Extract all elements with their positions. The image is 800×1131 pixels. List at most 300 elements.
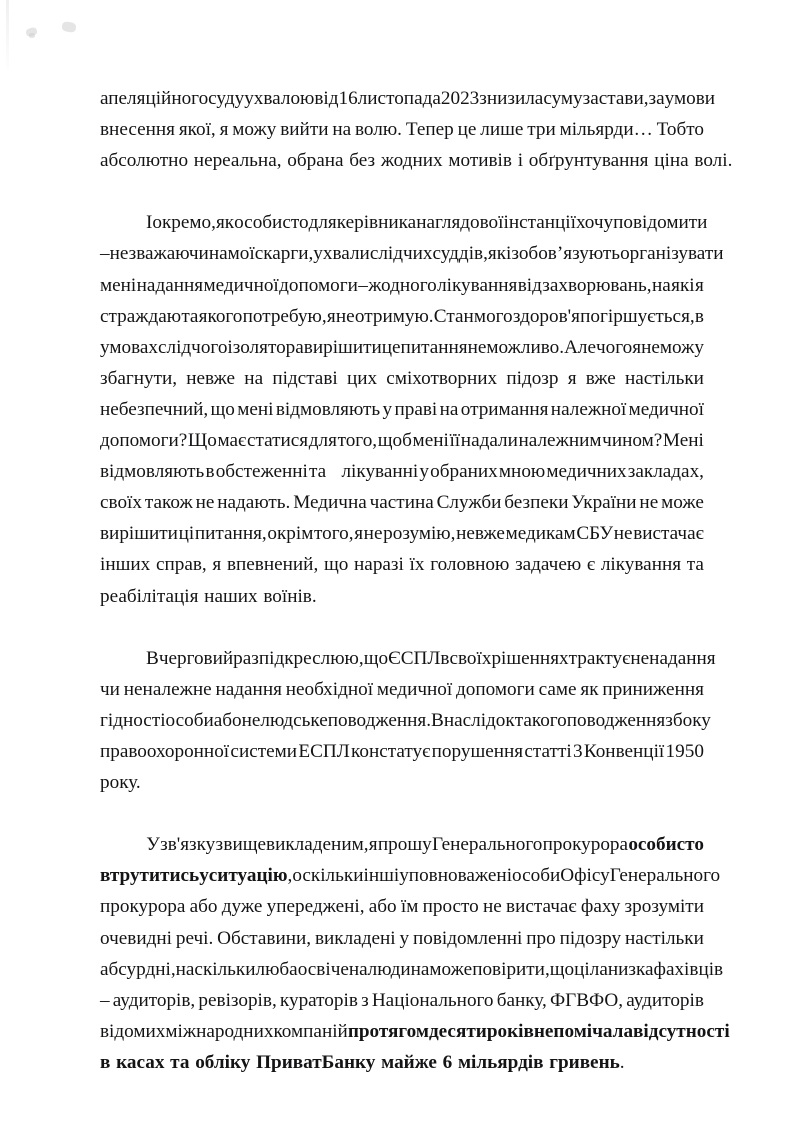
word: року. <box>100 772 141 794</box>
word: впевнений, <box>226 554 319 576</box>
word: інших <box>100 554 151 576</box>
word: обліку <box>195 1051 251 1073</box>
text-line <box>100 709 711 741</box>
text-line <box>100 958 724 990</box>
word: жодних <box>380 150 443 172</box>
word: якої, <box>178 119 216 141</box>
word: надають. <box>217 492 291 514</box>
word: слідчих <box>369 243 433 265</box>
word: для <box>308 212 337 234</box>
word: у <box>399 927 410 949</box>
word: медикам <box>505 523 576 545</box>
word: ціна <box>654 150 689 172</box>
word: збагнути, <box>100 367 178 389</box>
word: чином? <box>602 430 663 452</box>
word: суддів, <box>432 243 488 265</box>
text-line <box>100 1052 704 1083</box>
word: в <box>205 461 215 483</box>
word: листопада <box>357 88 441 109</box>
word: – <box>100 243 110 265</box>
word: років <box>486 1020 534 1042</box>
word: В <box>146 647 159 669</box>
word: окремо, <box>152 212 216 234</box>
word: порушення <box>431 740 524 762</box>
text-line <box>100 461 704 492</box>
word: їм <box>400 896 419 918</box>
word: аудиторів <box>626 989 704 1011</box>
word: раз <box>233 647 259 669</box>
word: боку <box>672 709 711 731</box>
word: які <box>487 243 512 265</box>
word: на <box>439 398 459 420</box>
word: я <box>695 274 704 296</box>
paragraph-gap <box>100 803 704 834</box>
word-bold-part: ситуацію <box>208 865 288 887</box>
word: ЕСПЛ <box>298 740 350 762</box>
word: її <box>449 430 461 452</box>
word: з <box>215 834 224 856</box>
word: лікування <box>600 554 682 576</box>
word: хочу <box>575 212 614 234</box>
word: неналежне <box>123 678 212 700</box>
text-line <box>100 647 716 679</box>
word: чи <box>100 678 120 700</box>
word: наглядової <box>416 212 504 234</box>
word: Обставини, <box>217 927 312 949</box>
word: вистачає <box>633 523 704 545</box>
word: ПриватБанку <box>256 1051 376 1073</box>
word: приниження <box>602 678 704 700</box>
word: уповноважені <box>399 865 513 887</box>
word: Служби <box>436 492 502 514</box>
word: закладах, <box>627 461 704 483</box>
word: лише <box>480 119 524 141</box>
word: – <box>100 989 110 1011</box>
word: питання <box>400 336 468 358</box>
word: не <box>363 523 383 545</box>
scan-edge-artifact <box>6 0 9 70</box>
word: праві <box>394 398 438 420</box>
word: 2023 <box>440 88 480 109</box>
word: мною <box>498 461 546 483</box>
text-line <box>100 212 708 243</box>
word: допомоги <box>279 274 358 296</box>
word: ФГВФО, <box>549 989 624 1011</box>
word: на <box>651 274 671 296</box>
word: сміхотворних <box>386 367 498 389</box>
word: банку, <box>496 989 547 1011</box>
word: і <box>517 150 524 172</box>
word: того, <box>337 430 378 452</box>
paragraph-gap <box>100 617 704 648</box>
word: від <box>314 88 339 109</box>
word: трактує <box>568 647 631 669</box>
word: рішеннях <box>491 647 569 669</box>
word: вистачає <box>506 896 577 918</box>
text-line <box>100 1020 730 1052</box>
word: страждаю <box>100 305 182 327</box>
word: наскільки <box>175 958 256 980</box>
word: у <box>199 865 209 887</box>
text-line <box>100 865 721 896</box>
word: це <box>457 119 477 141</box>
word: прокурора <box>100 896 186 918</box>
word: статися <box>246 430 309 452</box>
word: отримання <box>460 398 549 420</box>
word: Медична <box>293 492 367 514</box>
word: саме <box>538 678 577 700</box>
word: втрутитись <box>100 865 200 887</box>
word: чого <box>596 336 633 358</box>
word: може <box>429 958 473 980</box>
word: наразі <box>354 554 404 576</box>
word: вийти <box>280 119 329 141</box>
word: на <box>244 367 264 389</box>
word: застави, <box>582 88 649 109</box>
word: захворювань, <box>542 274 652 296</box>
word: я <box>368 834 378 856</box>
word: я <box>354 523 364 545</box>
word: настільки <box>625 367 704 389</box>
text-line <box>100 928 704 959</box>
word: Офісу <box>560 865 610 887</box>
word: знизила <box>479 88 544 109</box>
word: просто <box>422 896 479 918</box>
word: які <box>671 274 695 296</box>
word: люба <box>255 958 298 980</box>
word: поводження. <box>327 709 432 731</box>
word: невже <box>456 523 505 545</box>
word: упереджені, <box>266 896 365 918</box>
word: без <box>349 150 376 172</box>
word: медичної <box>628 398 704 420</box>
word: є <box>586 554 596 576</box>
word: не <box>335 305 355 327</box>
word: можу <box>659 336 704 358</box>
word: прошу <box>377 834 432 856</box>
word: України <box>571 492 637 514</box>
word: неможливо. <box>467 336 565 358</box>
word: в <box>694 305 704 327</box>
word: реабілітація <box>100 585 199 607</box>
word: Мені <box>662 430 704 452</box>
text-line <box>100 896 704 927</box>
word: щоб <box>377 430 412 452</box>
word: 6 <box>442 1051 453 1073</box>
word: Тобто <box>656 119 704 141</box>
word: відмовляють <box>100 461 205 483</box>
word: задачею <box>515 554 582 576</box>
word: про <box>526 927 556 949</box>
word: та <box>309 461 327 483</box>
word: обраних <box>430 461 498 483</box>
word: не <box>483 896 502 918</box>
word: повірити, <box>472 958 550 980</box>
word: обстеженні <box>215 461 308 483</box>
word: статті <box>524 740 572 762</box>
word: повідомити <box>613 212 708 234</box>
word: касах <box>116 1051 165 1073</box>
word: головною <box>430 554 510 576</box>
text-line <box>100 741 704 772</box>
word: Тепер <box>405 119 454 141</box>
word: абсолютно <box>100 150 189 172</box>
word: мотивів <box>448 150 512 172</box>
word: здоров'я <box>512 305 580 327</box>
word: окрім <box>267 523 314 545</box>
word: ЄСПЛ <box>388 647 441 669</box>
text-line <box>100 772 704 803</box>
word: на <box>332 119 352 141</box>
word: людина <box>367 958 430 980</box>
word: вирішити <box>303 336 382 358</box>
word: лікування <box>437 274 518 296</box>
word: медичної <box>203 274 279 296</box>
word: мені <box>237 398 274 420</box>
word: необхідної <box>285 678 374 700</box>
document-body-text <box>100 88 733 1083</box>
word: констатує <box>351 740 431 762</box>
word: волі. <box>694 150 733 172</box>
text-line <box>100 990 704 1021</box>
word: не <box>613 523 633 545</box>
word: ситуацію, <box>208 865 293 887</box>
word: що <box>323 554 349 576</box>
word: відомих <box>100 1020 166 1042</box>
word: я <box>219 119 229 141</box>
word: не <box>533 1020 554 1042</box>
word: підозр <box>506 367 559 389</box>
word: надання <box>215 678 282 700</box>
word-bold-part: гривень <box>549 1051 620 1073</box>
word: майже <box>381 1051 437 1073</box>
word: особисто <box>628 834 704 856</box>
word: ненадання <box>630 647 716 669</box>
word: в <box>100 1051 111 1073</box>
word: цих <box>346 367 378 389</box>
word: воїнів. <box>263 585 317 607</box>
word: підозру <box>559 927 622 949</box>
word: міжнародних <box>165 1020 274 1042</box>
word: 16 <box>338 88 358 109</box>
word: організувати <box>620 243 724 265</box>
word: як <box>580 678 599 700</box>
word: У <box>146 834 160 856</box>
word: внесення <box>100 119 175 141</box>
word: та <box>181 305 199 327</box>
word: якого <box>198 305 243 327</box>
word: 3 <box>572 740 583 762</box>
word: абсурдні, <box>100 958 176 980</box>
word: І <box>146 212 153 234</box>
word: допомоги? <box>100 430 188 452</box>
text-line <box>100 679 704 710</box>
word: гривень. <box>549 1051 625 1073</box>
word: я <box>567 367 577 389</box>
word: зобов’язують <box>511 243 621 265</box>
text-line <box>100 430 704 461</box>
text-line <box>100 337 704 368</box>
word: розумію, <box>383 523 456 545</box>
word: правоохоронної <box>100 740 230 762</box>
word: допомоги <box>456 678 535 700</box>
word: або <box>213 709 242 731</box>
word: мені <box>100 274 137 296</box>
word: справ, <box>155 554 207 576</box>
word: незважаючи <box>109 243 209 265</box>
text-line <box>100 399 704 430</box>
word: інстанції <box>503 212 576 234</box>
word: настільки <box>624 927 704 949</box>
word: Стан <box>433 305 474 327</box>
word: та <box>170 1051 190 1073</box>
word: або <box>189 896 218 918</box>
word: надали <box>460 430 518 452</box>
word: очевидні <box>100 927 172 949</box>
word: аудиторів, <box>112 989 196 1011</box>
word: волю. <box>355 119 402 141</box>
word: отримую. <box>354 305 434 327</box>
word: інші <box>363 865 400 887</box>
word: ціла <box>574 958 608 980</box>
word: мого <box>473 305 513 327</box>
word: може <box>661 492 704 514</box>
word: для <box>308 430 337 452</box>
word: я <box>326 305 336 327</box>
word: компаній <box>273 1020 348 1042</box>
word: фахівців <box>653 958 724 980</box>
word: що <box>210 398 235 420</box>
word: з <box>361 989 369 1011</box>
word: керівника <box>336 212 417 234</box>
word: належної <box>550 398 627 420</box>
word: жодного <box>368 274 437 296</box>
text-line <box>100 492 704 523</box>
word: відмовляють <box>275 398 381 420</box>
word: дуже <box>221 896 263 918</box>
word: оскільки <box>292 865 364 887</box>
scan-speck-icon <box>29 33 35 38</box>
word: можу <box>232 119 277 141</box>
text-line <box>100 88 716 119</box>
word: того, <box>314 523 354 545</box>
word: зрозуміти <box>624 896 704 918</box>
word: протягом <box>347 1020 429 1042</box>
text-line <box>100 554 704 585</box>
word: у <box>419 461 429 483</box>
word: нереальна, <box>193 150 282 172</box>
word: Генерального <box>609 865 721 887</box>
word: що <box>549 958 575 980</box>
word: – <box>358 274 368 296</box>
text-line <box>100 586 704 617</box>
word: ізолятора <box>227 336 304 358</box>
word: системи <box>230 740 298 762</box>
word: обґрунтування <box>528 150 649 172</box>
word: має <box>217 430 247 452</box>
word: особи <box>165 709 214 731</box>
text-line <box>100 834 704 865</box>
word: Внаслідок <box>431 709 515 731</box>
word: не <box>195 492 215 514</box>
word: з <box>665 709 673 731</box>
word: надання <box>136 274 204 296</box>
word: особи <box>512 865 561 887</box>
scan-speck-icon <box>61 21 77 33</box>
word: потребую, <box>242 305 327 327</box>
word: помічала <box>553 1020 634 1042</box>
word: належним <box>518 430 602 452</box>
word: я <box>632 336 642 358</box>
word: мені <box>412 430 449 452</box>
text-line <box>100 368 704 399</box>
word: умови <box>664 88 716 109</box>
word: безпеки <box>504 492 569 514</box>
word: наших <box>204 585 258 607</box>
word: суду <box>208 88 245 109</box>
text-line <box>100 275 704 306</box>
word: я <box>212 554 222 576</box>
word: відсутності <box>633 1020 730 1042</box>
word: ухвали <box>313 243 370 265</box>
word: фаху <box>580 896 621 918</box>
word: три <box>527 119 556 141</box>
word: речі. <box>175 927 214 949</box>
text-line <box>100 243 724 274</box>
word: погіршується, <box>580 305 695 327</box>
text-line <box>100 150 733 181</box>
word: суму <box>543 88 583 109</box>
word: прокурора <box>542 834 629 856</box>
word: зв'язку <box>160 834 216 856</box>
word: небезпечний, <box>100 398 209 420</box>
word: 1950 <box>665 740 704 762</box>
word: такого <box>514 709 567 731</box>
word: гідності <box>100 709 166 731</box>
word: вирішити <box>100 523 178 545</box>
word: вищевикладеним, <box>223 834 369 856</box>
word: апеляційного <box>100 88 209 109</box>
word: у <box>382 398 393 420</box>
word: невже <box>186 367 236 389</box>
word: ухвалою <box>244 88 315 109</box>
word: мої <box>227 243 255 265</box>
word: не <box>641 336 660 358</box>
paragraph-gap <box>100 181 704 212</box>
word: скарги, <box>254 243 314 265</box>
word: Генерального <box>431 834 543 856</box>
text-line <box>100 119 704 150</box>
word: обрана <box>287 150 344 172</box>
word: медичних <box>546 461 627 483</box>
word: черговий <box>158 647 234 669</box>
word: особисто <box>234 212 309 234</box>
word: також <box>144 492 193 514</box>
word: Але <box>564 336 597 358</box>
word: та <box>686 554 704 576</box>
word: медичної <box>376 678 453 700</box>
word: питання, <box>194 523 267 545</box>
word: Що <box>187 430 217 452</box>
word: підставі <box>272 367 338 389</box>
word: від <box>517 274 542 296</box>
word: лікуванні <box>341 461 419 483</box>
word: на <box>208 243 228 265</box>
word: частина <box>369 492 434 514</box>
word: ці <box>178 523 195 545</box>
word: умовах <box>100 336 158 358</box>
word: Національного <box>371 989 494 1011</box>
